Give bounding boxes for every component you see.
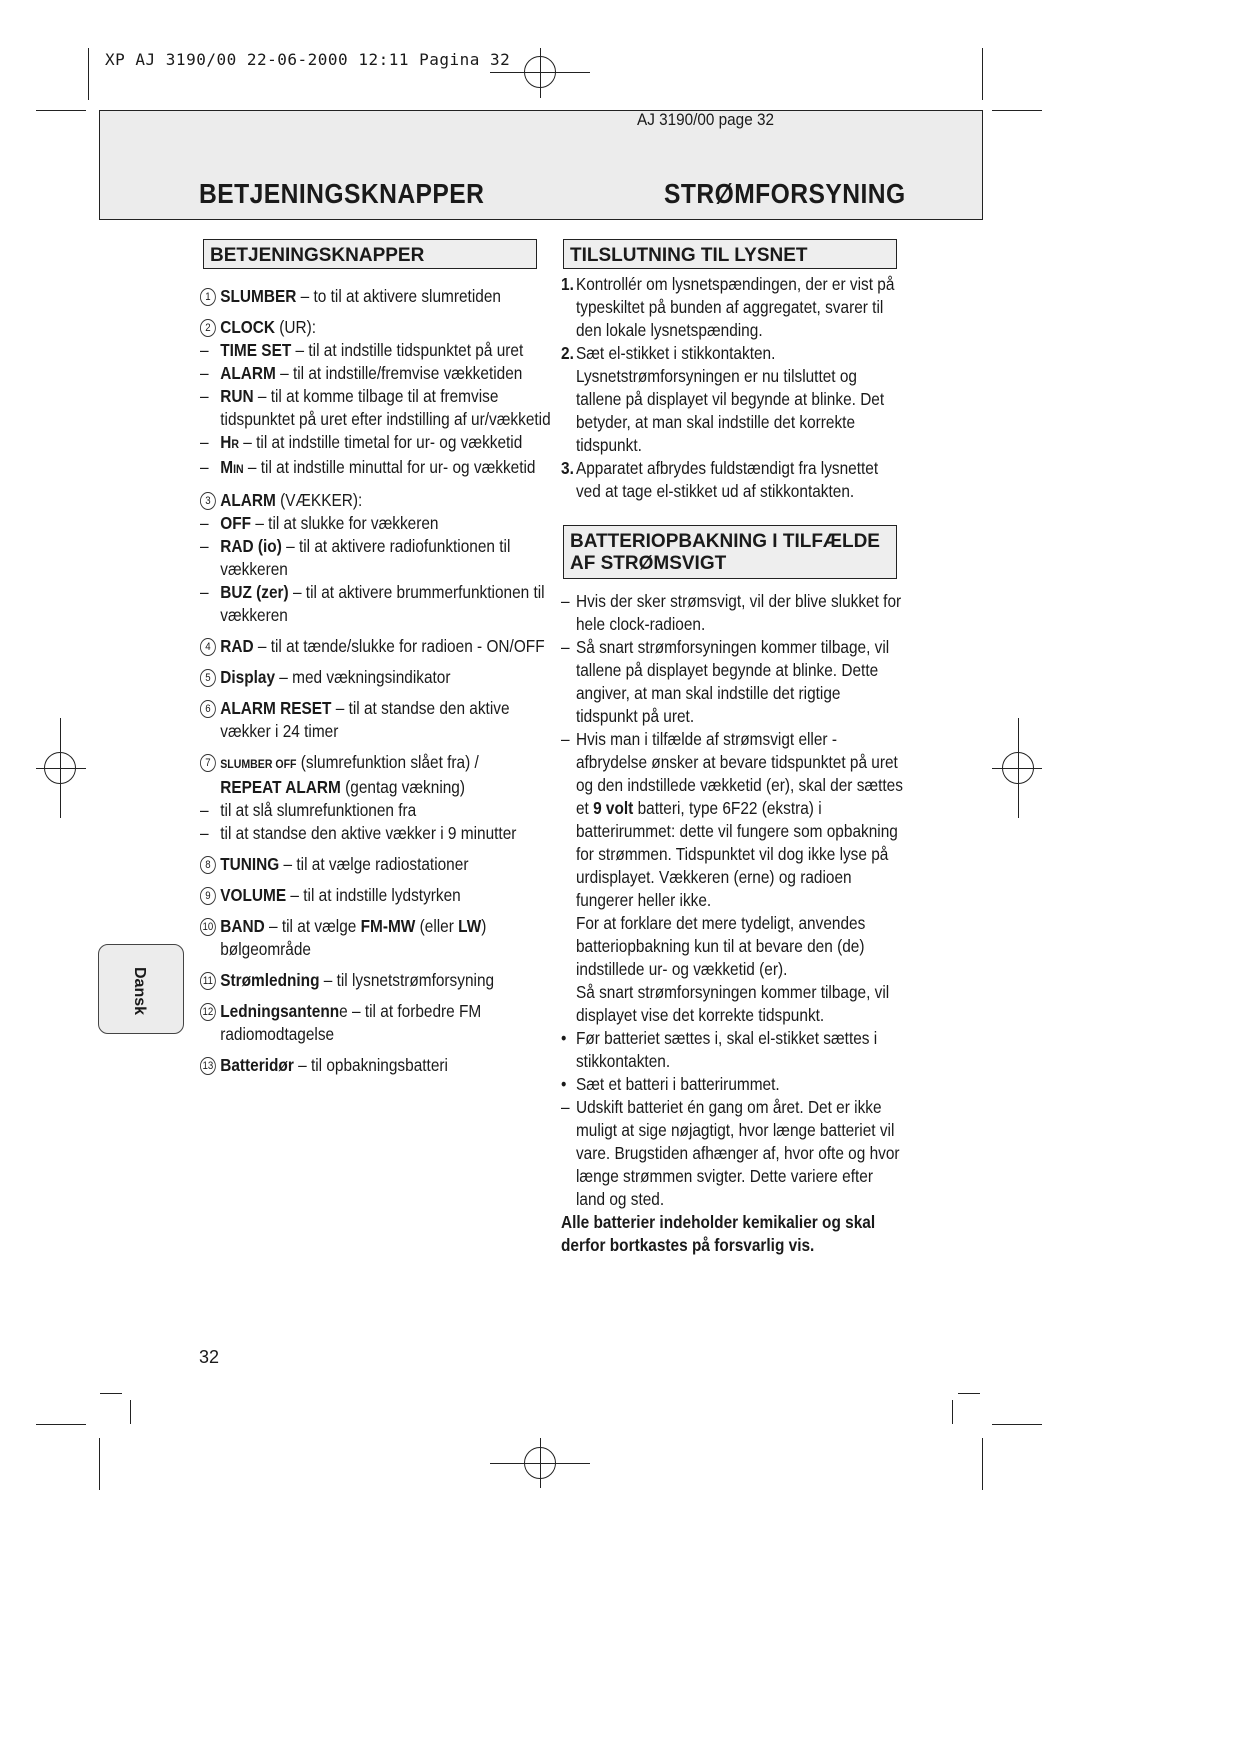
list-item: – Så snart strømforsyningen kommer tilbage, vil tallene på displayet begynde at blinke. Dette angiver, at man skal indstille det rigtige tidspunkt på uret. xyxy=(561,637,890,726)
list-item: 10 BAND – til at vælge FM-MW (eller LW) bølgeområde xyxy=(200,915,563,961)
list-item: 3 ALARM (VÆKKER): xyxy=(200,489,563,512)
crop-mark xyxy=(88,48,89,100)
language-tab xyxy=(98,944,184,1034)
list-subitem: – til at standse den aktive vækker i 9 minutter xyxy=(200,823,517,843)
list-item: – Hvis man i tilfælde af strømsvigt eller -afbrydelse ønsker at bevare tidspunktet på uret og den indstillede vækketid (er), skal der sættes et 9 volt batteri, type 6F22 (ekstra) i batterirummet: dette vil fungere som opbakning for strømmen. Tidspunktet vil dog ikke lyse på urdisplayet. Vækkeren (erne) og radioen fungerer heller ikke. For at forklare det mere tydeligt, anvendes batteriopbakning kun til at bevare den (de) indstillede ur- og vækketid (er). Så snart strømforsyningen kommer tilbage, vil displayet vise det korrekte tidspunkt. xyxy=(561,729,903,1025)
list-subitem: – TIME SET – til at indstille tidspunktet på uret xyxy=(200,340,524,360)
crop-mark xyxy=(992,1424,1042,1425)
registration-mark xyxy=(524,1447,556,1479)
mains-steps xyxy=(561,273,904,503)
battery-list xyxy=(561,590,904,1257)
page-reference: AJ 3190/00 page 32 xyxy=(637,110,774,129)
crop-mark xyxy=(958,1393,980,1394)
crop-mark xyxy=(36,1424,86,1425)
list-subitem: – RUN – til at komme tilbage til at fremvise tidspunktet på uret efter indstilling af ur/vækketid xyxy=(200,386,551,429)
list-item: 1. Kontrollér om lysnetspændingen, der er vist på typeskiltet på bunden af aggregatet, svarer til den lokale lysnetspænding. xyxy=(561,274,895,340)
header-title-right: STRØMFORSYNING xyxy=(664,178,906,209)
section-heading-mains: TILSLUTNING TIL LYSNET xyxy=(563,239,897,269)
crop-mark xyxy=(982,48,983,100)
crop-mark xyxy=(100,1393,122,1394)
list-subitem: – OFF – til at slukke for vækkeren xyxy=(200,513,439,533)
list-item: – Hvis der sker strømsvigt, vil der blive slukket for hele clock-radioen. xyxy=(561,591,902,634)
registration-mark xyxy=(1002,752,1034,784)
list-item: 13 Batteridør – til opbakningsbatteri xyxy=(200,1054,563,1077)
list-item: • Sæt et batteri i batterirummet. xyxy=(561,1074,780,1094)
page-number: 32 xyxy=(199,1347,220,1367)
section-heading-controls: BETJENINGSKNAPPER xyxy=(203,239,537,269)
list-subitem: – MIN – til at indstille minuttal for ur- og vækketid xyxy=(200,457,536,477)
crop-mark xyxy=(36,110,86,111)
list-item: 12 Ledningsantenne – til at forbedre FM radiomodtagelse xyxy=(200,1000,563,1046)
list-item: 2. Sæt el-stikket i stikkontakten. Lysnetstrømforsyningen er nu tilsluttet og tallene på displayet vil begynde at blinke. Det betyder, at man skal indstille det korrekte tidspunkt. xyxy=(561,343,885,455)
controls-list xyxy=(200,285,562,1077)
crop-mark xyxy=(99,1438,100,1490)
list-subitem: – HR – til at indstille timetal for ur- og vækketid xyxy=(200,432,523,452)
header-title-left: BETJENINGSKNAPPER xyxy=(199,178,485,209)
list-item: 6 ALARM RESET – til at standse den aktive vækker i 24 timer xyxy=(200,697,563,743)
list-item: 8 TUNING – til at vælge radiostationer xyxy=(200,853,563,876)
print-slug: XP AJ 3190/00 22-06-2000 12:11 Pagina 32 xyxy=(105,50,511,69)
crop-mark xyxy=(982,1438,983,1490)
crop-mark xyxy=(130,1400,131,1424)
registration-mark xyxy=(44,752,76,784)
list-subitem: – til at slå slumrefunktionen fra xyxy=(200,800,417,820)
list-item: – Udskift batteriet én gang om året. Det er ikke muligt at sige nøjagtigt, hvor længe batteriet vil vare. Brugstiden afhænger af, hvor ofte og hvor længe strømmen svigter. Dette variere efter land og sted. xyxy=(561,1097,900,1209)
battery-warning: Alle batterier indeholder kemikalier og skal derfor bortkastes på forsvarlig vis. xyxy=(561,1212,876,1255)
list-item: 3. Apparatet afbrydes fuldstændigt fra lysnettet ved at tage el-stikket ud af stikkontakten. xyxy=(561,458,879,501)
list-subitem: – BUZ (zer) – til at aktivere brummerfunktionen til vækkeren xyxy=(200,582,545,625)
list-item: 9 VOLUME – til at indstille lydstyrken xyxy=(200,884,563,907)
crop-mark xyxy=(992,110,1042,111)
list-item: 5 Display – med vækningsindikator xyxy=(200,666,563,689)
list-item: 4 RAD – til at tænde/slukke for radioen - ON/OFF xyxy=(200,635,563,658)
crop-mark xyxy=(952,1400,953,1424)
list-subitem: – RAD (io) – til at aktivere radiofunktionen til vækkeren xyxy=(200,536,511,579)
registration-mark xyxy=(524,56,556,88)
language-tab-label: Dansk xyxy=(131,966,148,1016)
list-item: 1 SLUMBER – to til at aktivere slumretiden xyxy=(200,285,563,308)
list-item: • Før batteriet sættes i, skal el-stikket sættes i stikkontakten. xyxy=(561,1028,878,1071)
section-heading-battery: BATTERIOPBAKNING I TILFÆLDE AF STRØMSVIGT xyxy=(563,525,897,579)
list-item: 2 CLOCK (UR): xyxy=(200,316,563,339)
list-subitem: – ALARM – til at indstille/fremvise vækketiden xyxy=(200,363,523,383)
list-item: 11 Strømledning – til lysnetstrømforsyning xyxy=(200,969,563,992)
list-item: 7 SLUMBER OFF (slumrefunktion slået fra) / REPEAT ALARM (gentag vækning) xyxy=(200,751,563,799)
